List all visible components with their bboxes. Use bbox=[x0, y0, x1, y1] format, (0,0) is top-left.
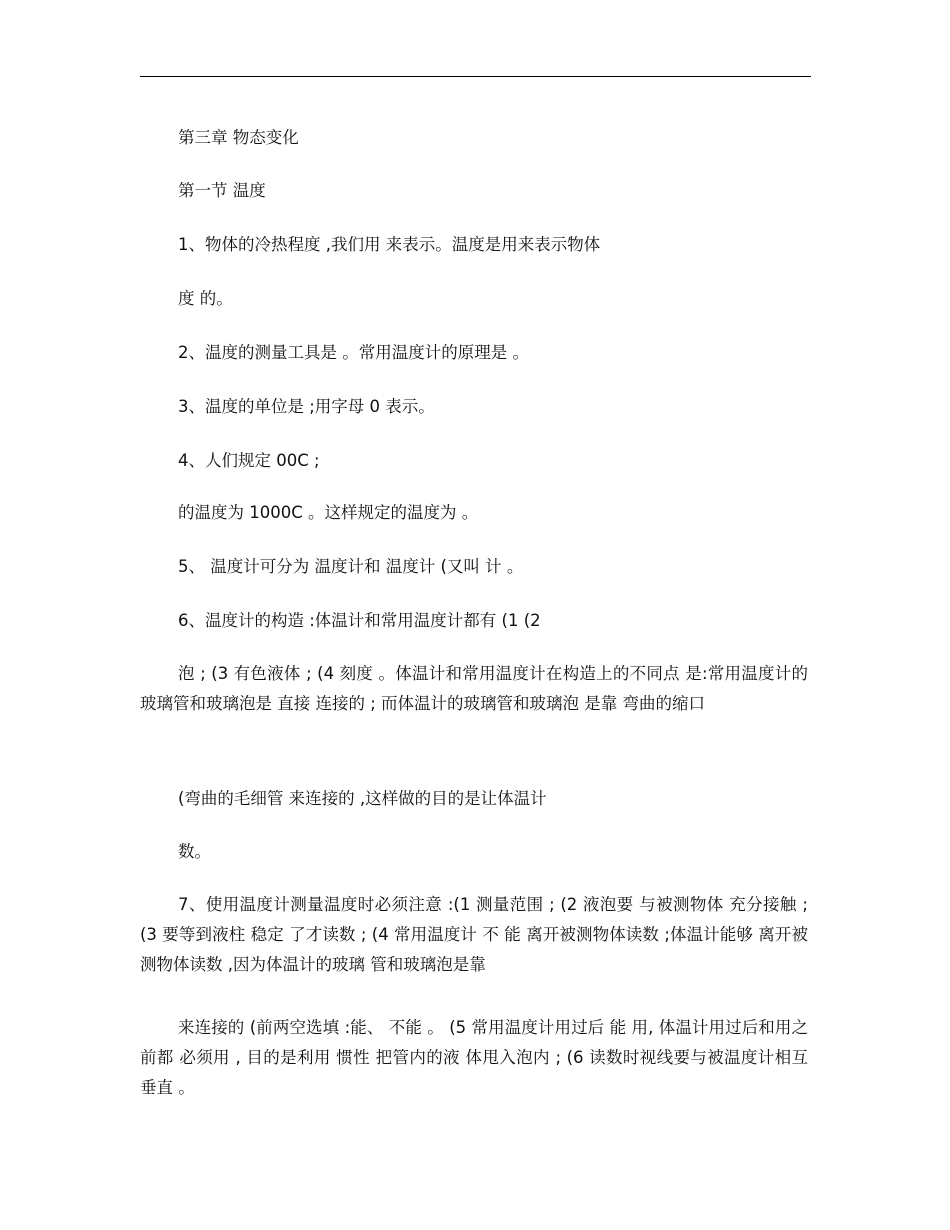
paragraph-usage: 7、使用温度计测量温度时必须注意 :(1 测量范围 ; (2 液泡要 与被测物体 充分接触 ; (3 要等到液柱 稳定 了才读数 ; (4 常用温度计 不 能 离开被测物体读数 ;体温计能够 离开被测物体读数 ,因为体温计的玻璃 管和玻璃泡是靠 bbox=[140, 895, 808, 974]
chapter-title: 第三章 物态变化 bbox=[178, 128, 299, 147]
question-line-7: 5、 温度计可分为 温度计和 温度计 (又叫 计 。 bbox=[178, 557, 524, 576]
paragraph-structure: 泡 ; (3 有色液体 ; (4 刻度 。体温计和常用温度计在构造上的不同点 是:常用温度计的玻璃管和玻璃泡是 直接 连接的 ; 而体温计的玻璃管和玻璃泡 是靠 弯曲的缩口 bbox=[140, 664, 808, 713]
question-line-4: 3、温度的单位是 ;用字母 0 表示。 bbox=[178, 397, 435, 416]
question-line-5: 4、人们规定 00C ; bbox=[178, 451, 320, 470]
question-line-2: 度 的。 bbox=[178, 289, 233, 308]
question-line-8: 6、温度计的构造 :体温计和常用温度计都有 (1 (2 bbox=[178, 611, 541, 630]
question-line-9: (弯曲的毛细管 来连接的 ,这样做的目的是让体温计 bbox=[178, 789, 547, 808]
question-line-10: 数。 bbox=[178, 842, 211, 861]
paragraph-usage-continued: 来连接的 (前两空选填 :能、 不能 。 (5 常用温度计用过后 能 用, 体温计用过后和用之前都 必须用 , 目的是利用 惯性 把管内的液 体甩入泡内 ; (6 读数时视线要与被温度计相互 垂直 。 bbox=[140, 1018, 808, 1097]
header-rule bbox=[140, 76, 811, 77]
question-line-6: 的温度为 1000C 。这样规定的温度为 。 bbox=[178, 503, 479, 522]
section-title: 第一节 温度 bbox=[178, 181, 266, 200]
question-line-3: 2、温度的测量工具是 。常用温度计的原理是 。 bbox=[178, 343, 529, 362]
question-line-1: 1、物体的冷热程度 ,我们用 来表示。温度是用来表示物体 bbox=[178, 235, 601, 254]
